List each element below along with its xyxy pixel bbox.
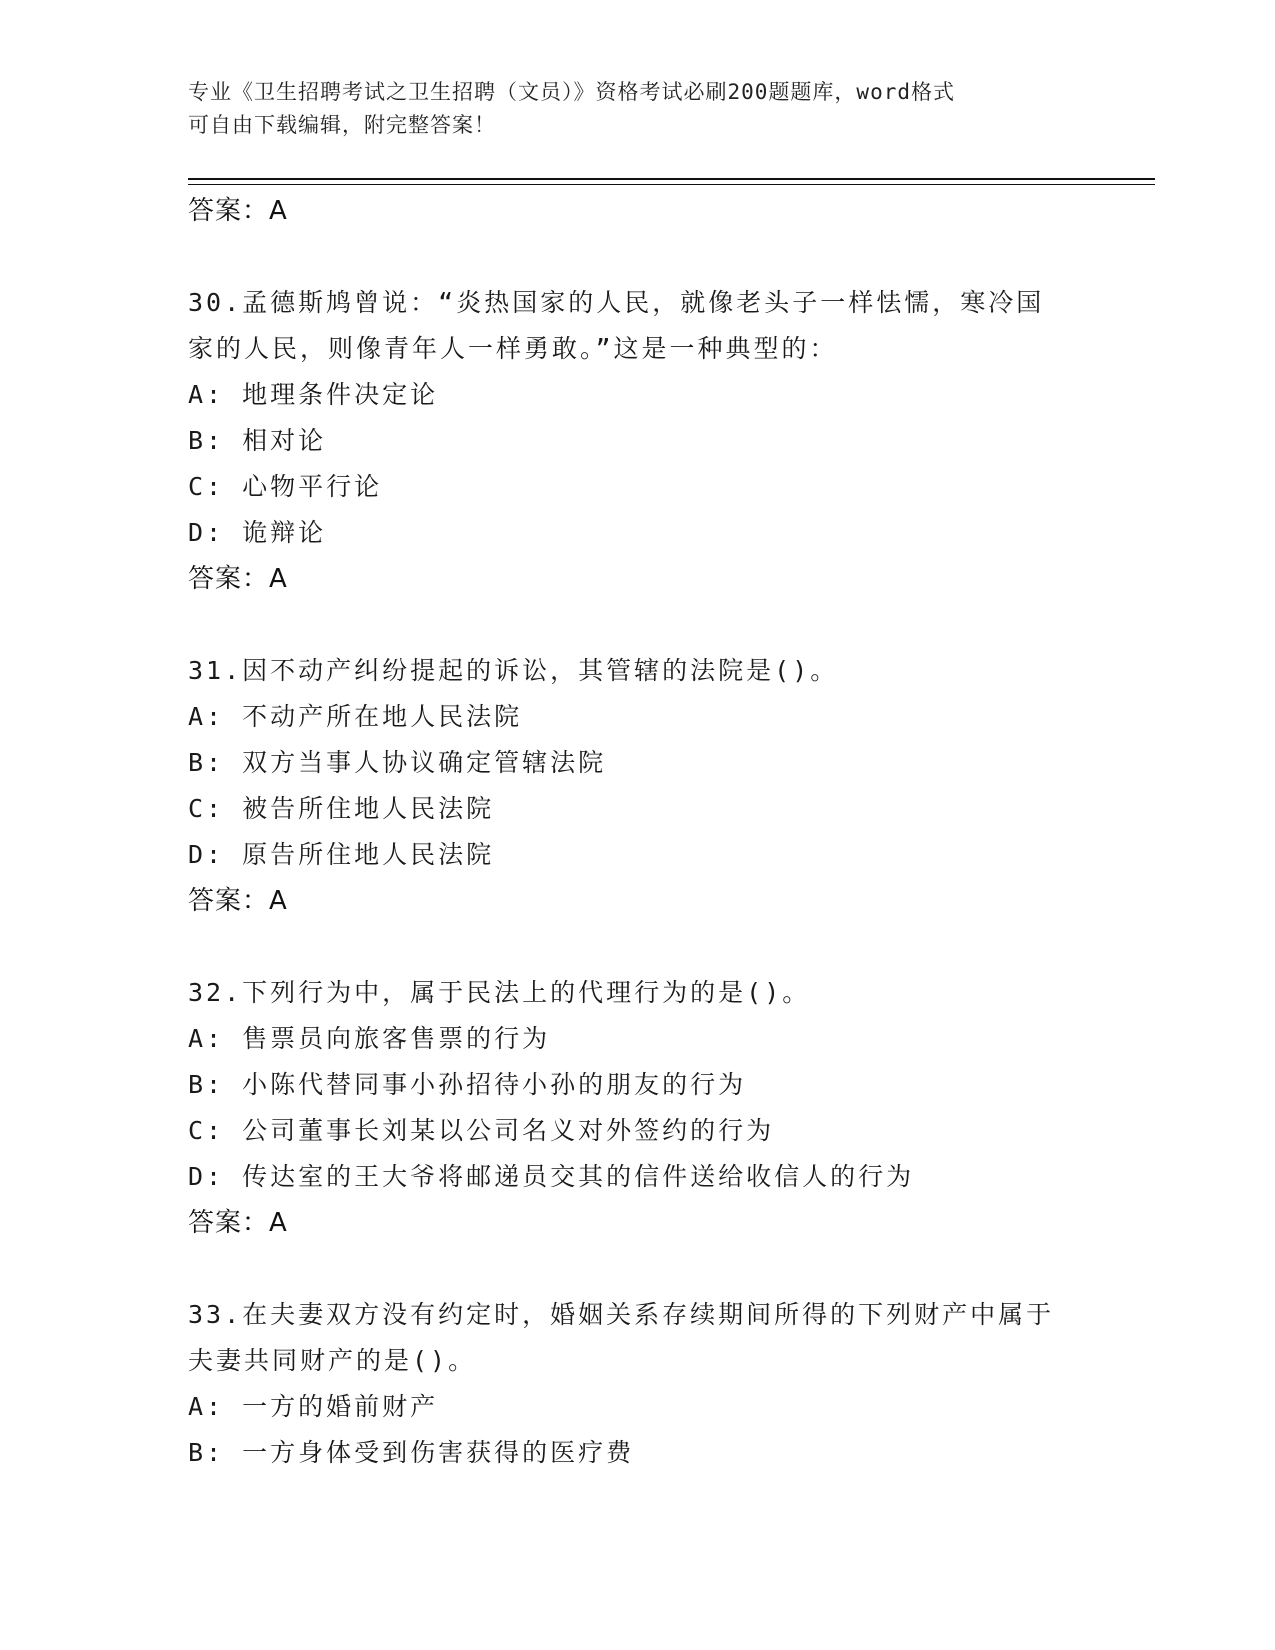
option-a: A: 一方的婚前财产 [188,1392,439,1421]
question-stem-line: 夫妻共同财产的是()。 [188,1346,477,1375]
previous-answer: 答案：A [188,196,288,226]
question-33 [188,1292,1148,1476]
option-d: D: 原告所住地人民法院 [188,840,495,869]
option-b: B: 双方当事人协议确定管辖法院 [188,748,607,777]
answer: 答案：A [188,564,288,594]
spacer [188,1246,1148,1292]
question-31 [188,648,1148,924]
option-c: C: 心物平行论 [188,472,383,501]
option-c: C: 被告所住地人民法院 [188,794,495,823]
question-stem-line: 33.在夫妻双方没有约定时，婚姻关系存续期间所得的下列财产中属于 [188,1300,1055,1329]
question-32 [188,970,1148,1246]
spacer [188,234,1148,280]
spacer [188,602,1148,648]
option-b: B: 小陈代替同事小孙招待小孙的朋友的行为 [188,1070,747,1099]
option-a: A: 地理条件决定论 [188,380,439,409]
answer: 答案：A [188,886,288,916]
header-line-1: 专业《卫生招聘考试之卫生招聘（文员）》资格考试必刷200题题库，word格式 [188,80,955,104]
spacer [188,924,1148,970]
header-divider-thick [188,178,1155,180]
question-30 [188,280,1148,602]
option-a: A: 不动产所在地人民法院 [188,702,523,731]
option-a: A: 售票员向旅客售票的行为 [188,1024,551,1053]
option-c: C: 公司董事长刘某以公司名义对外签约的行为 [188,1116,775,1145]
option-b: B: 一方身体受到伤害获得的医疗费 [188,1438,635,1467]
question-stem-line: 家的人民，则像青年人一样勇敢。”这是一种典型的： [188,334,838,363]
question-list [188,188,1148,1476]
document-header [188,76,1088,142]
option-d: D: 传达室的王大爷将邮递员交其的信件送给收信人的行为 [188,1162,915,1191]
answer: 答案：A [188,1208,288,1238]
header-line-2: 可自由下载编辑，附完整答案！ [188,113,496,137]
question-stem-line: 32.下列行为中，属于民法上的代理行为的是()。 [188,978,811,1007]
option-b: B: 相对论 [188,426,327,455]
question-stem-line: 31.因不动产纠纷提起的诉讼，其管辖的法院是()。 [188,656,839,685]
header-divider-thin [188,184,1155,185]
option-d: D: 诡辩论 [188,518,327,547]
question-stem-line: 30.孟德斯鸠曾说：“炎热国家的人民，就像老头子一样怯懦，寒冷国 [188,288,1045,317]
